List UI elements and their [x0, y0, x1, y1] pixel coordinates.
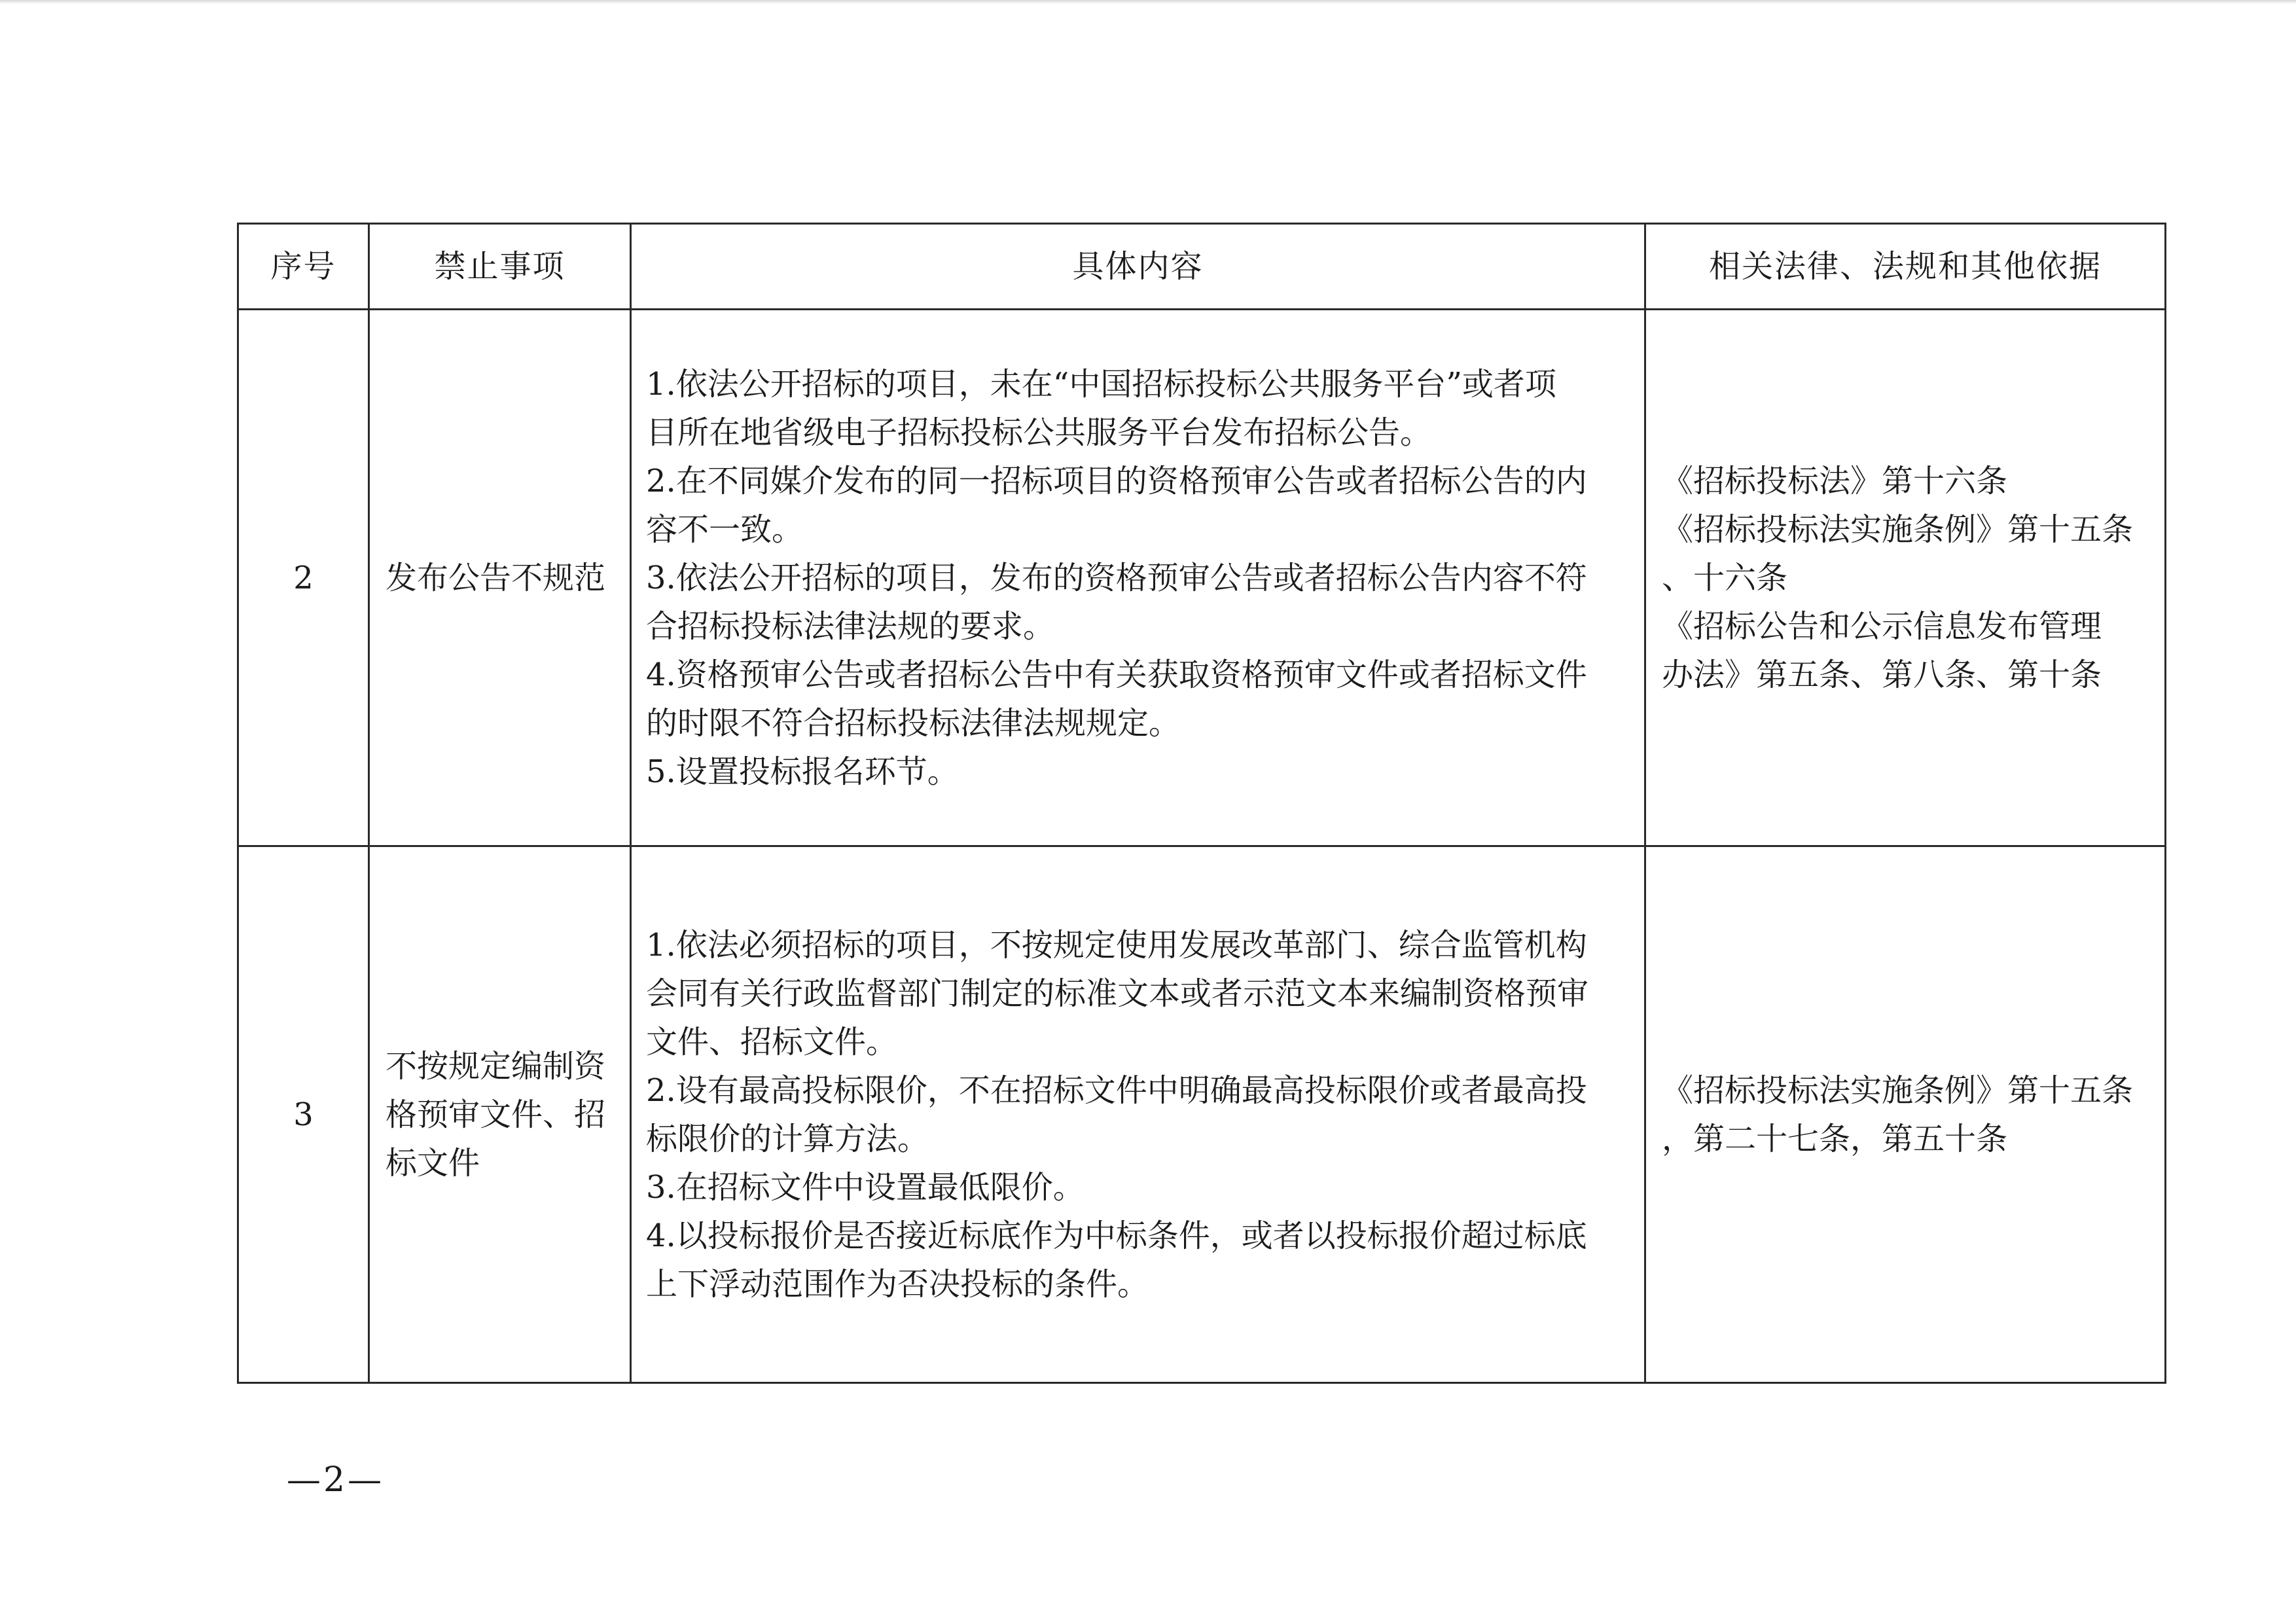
- header-serial-number: 序号: [238, 224, 369, 310]
- law-text-line: 《招标公告和公示信息发布管理: [1662, 607, 2102, 645]
- row-prohibited-item: [369, 846, 631, 1383]
- content-text-line: 上下浮动范围作为否决投标的条件。: [646, 1265, 1149, 1303]
- table-row: [238, 310, 2166, 846]
- row-legal-basis: [1645, 846, 2166, 1383]
- row-prohibited-item: [369, 310, 631, 846]
- scan-top-edge: [0, 0, 2296, 4]
- content-text-line: 合招标投标法律法规的要求。: [646, 607, 1055, 645]
- table-header-row: [238, 224, 2166, 310]
- content-text-line: 4.以投标报价是否接近标底作为中标条件，或者以投标报价超过标底: [646, 1217, 1587, 1254]
- item-text-line: 不按规定编制资: [386, 1047, 606, 1085]
- content-text-line: 2.在不同媒介发布的同一招标项目的资格预审公告或者招标公告的内: [646, 462, 1587, 499]
- header-specific-content: 具体内容: [631, 224, 1645, 310]
- content-text-line: 目所在地省级电子招标投标公共服务平台发布招标公告。: [646, 414, 1432, 451]
- law-text-line: 《招标投标法实施条例》第十五条: [1662, 1072, 2134, 1109]
- page-number: —2—: [287, 1460, 385, 1500]
- law-text-line: 办法》第五条、第八条、第十条: [1662, 656, 2102, 693]
- law-text-line: ，第二十七条，第五十条: [1662, 1120, 2008, 1157]
- content-text-line: 会同有关行政监督部门制定的标准文本或者示范文本来编制资格预审: [646, 975, 1589, 1012]
- header-prohibited-item: 禁止事项: [369, 224, 631, 310]
- table-row: [238, 846, 2166, 1383]
- content-text-line: 容不一致。: [646, 511, 804, 548]
- content-text-line: 3.依法公开招标的项目，发布的资格预审公告或者招标公告内容不符: [646, 559, 1587, 596]
- prohibited-items-table: [237, 223, 2166, 1384]
- item-text-line: 格预审文件、招: [386, 1096, 606, 1133]
- content-text-line: 的时限不符合招标投标法律法规规定。: [646, 704, 1181, 742]
- item-text-line: 标文件: [386, 1144, 480, 1182]
- header-legal-basis: 相关法律、法规和其他依据: [1645, 224, 2166, 310]
- item-text-line: 发布公告不规范: [386, 559, 606, 596]
- row-specific-content: [631, 846, 1645, 1383]
- row-specific-content: [631, 310, 1645, 846]
- content-text-line: 标限价的计算方法。: [646, 1120, 929, 1157]
- content-text-line: 2.设有最高投标限价，不在招标文件中明确最高投标限价或者最高投: [646, 1072, 1587, 1109]
- row-legal-basis: [1645, 310, 2166, 846]
- content-text-line: 3.在招标文件中设置最低限价。: [646, 1168, 1085, 1206]
- law-text-line: 、十六条: [1662, 559, 1788, 596]
- law-text-line: 《招标投标法》第十六条: [1662, 462, 2008, 499]
- row-serial-number: 2: [238, 310, 369, 846]
- content-text-line: 4.资格预审公告或者招标公告中有关获取资格预审文件或者招标文件: [646, 656, 1587, 693]
- law-text-line: 《招标投标法实施条例》第十五条: [1662, 511, 2134, 548]
- content-text-line: 1.依法公开招标的项目，未在“中国招标投标公共服务平台”或者项: [646, 365, 1556, 403]
- row-serial-number: 3: [238, 846, 369, 1383]
- content-text-line: 文件、招标文件。: [646, 1023, 898, 1060]
- content-text-line: 5.设置投标报名环节。: [646, 753, 959, 790]
- content-text-line: 1.依法必须招标的项目，不按规定使用发展改革部门、综合监管机构: [646, 926, 1587, 964]
